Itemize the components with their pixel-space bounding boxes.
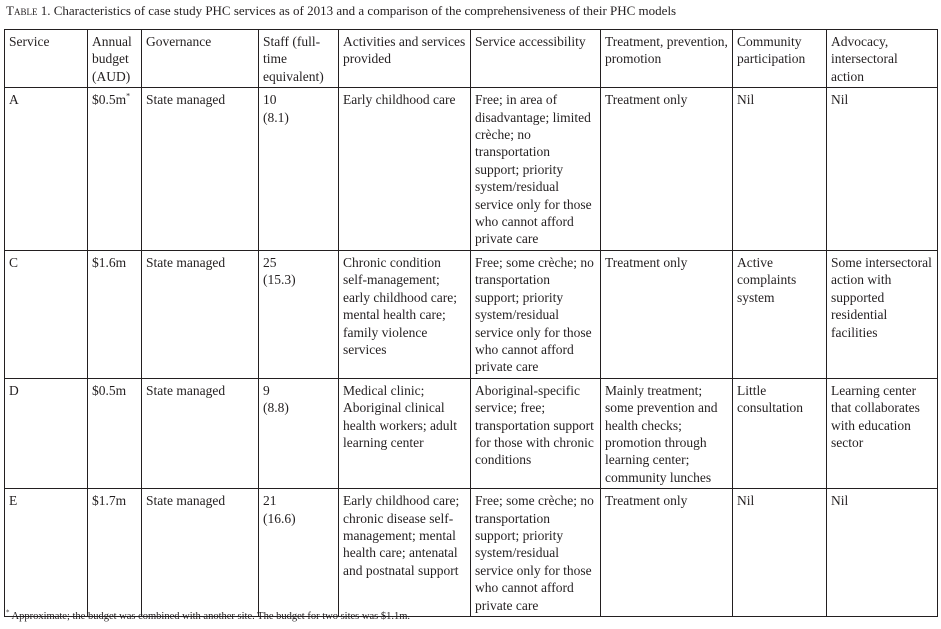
cell-advocacy: Learning center that collaborates with education sector bbox=[827, 378, 938, 488]
cell-treatment: Treatment only bbox=[601, 489, 733, 617]
table-row bbox=[5, 489, 938, 617]
table-caption bbox=[6, 2, 676, 20]
cell-community: Little consultation bbox=[733, 378, 827, 488]
header-activities: Activities and services provided bbox=[339, 30, 471, 88]
characteristics-table bbox=[4, 29, 938, 617]
cell-budget bbox=[88, 378, 142, 488]
table-row bbox=[5, 250, 938, 378]
cell-activities: Early childhood care bbox=[339, 88, 471, 251]
cell-service: E bbox=[5, 489, 88, 617]
header-annual-budget: Annual budget (AUD) bbox=[88, 30, 142, 88]
table-header-row bbox=[5, 30, 938, 88]
cell-community: Active complaints system bbox=[733, 250, 827, 378]
header-advocacy: Advocacy, intersectoral action bbox=[827, 30, 938, 88]
cell-governance: State managed bbox=[142, 378, 259, 488]
cell-accessibility: Free; in area of disadvantage; limited crèche; no transportation support; priority system/residual service only for those who cannot afford private care bbox=[471, 88, 601, 251]
cell-governance: State managed bbox=[142, 489, 259, 617]
header-community-participation: Community participation bbox=[733, 30, 827, 88]
cell-service: D bbox=[5, 378, 88, 488]
cell-activities: Early childhood care; chronic disease self-management; mental health care; antenatal and postnatal support bbox=[339, 489, 471, 617]
header-service-accessibility: Service accessibility bbox=[471, 30, 601, 88]
cell-community: Nil bbox=[733, 489, 827, 617]
table-row bbox=[5, 378, 938, 488]
cell-community: Nil bbox=[733, 88, 827, 251]
cell-activities: Medical clinic; Aboriginal clinical health workers; adult learning center bbox=[339, 378, 471, 488]
footnote-text: Approximate; the budget was combined with another site. The budget for two sites was $1.1m. bbox=[9, 611, 410, 622]
cell-treatment: Mainly treatment; some prevention and health checks; promotion through learning center; community lunches bbox=[601, 378, 733, 488]
cell-accessibility: Free; some crèche; no transportation support; priority system/residual service only for those who cannot afford private care bbox=[471, 250, 601, 378]
cell-staff: 21 (16.6) bbox=[259, 489, 339, 617]
budget-value: $0.5m bbox=[92, 382, 127, 398]
cell-service: A bbox=[5, 88, 88, 251]
cell-budget bbox=[88, 250, 142, 378]
budget-value: $1.6m bbox=[92, 254, 127, 270]
budget-footnote-mark: * bbox=[126, 91, 131, 101]
cell-accessibility: Aboriginal-specific service; free; transportation support for those with chronic conditions bbox=[471, 378, 601, 488]
cell-staff: 25 (15.3) bbox=[259, 250, 339, 378]
cell-governance: State managed bbox=[142, 250, 259, 378]
table-row bbox=[5, 88, 938, 251]
cell-advocacy: Nil bbox=[827, 489, 938, 617]
table-caption-label: Table 1. bbox=[6, 3, 51, 18]
cell-service: C bbox=[5, 250, 88, 378]
cell-treatment: Treatment only bbox=[601, 88, 733, 251]
cell-staff: 9 (8.8) bbox=[259, 378, 339, 488]
cell-staff: 10 (8.1) bbox=[259, 88, 339, 251]
cell-activities: Chronic condition self-management; early childhood care; mental health care; family violence services bbox=[339, 250, 471, 378]
header-governance: Governance bbox=[142, 30, 259, 88]
header-treatment-prevention-promotion: Treatment, prevention, promotion bbox=[601, 30, 733, 88]
cell-advocacy: Some intersectoral action with supported residential facilities bbox=[827, 250, 938, 378]
cell-budget bbox=[88, 489, 142, 617]
footnote-mark: * bbox=[6, 608, 10, 617]
header-staff: Staff (full-time equivalent) bbox=[259, 30, 339, 88]
cell-governance: State managed bbox=[142, 88, 259, 251]
cell-advocacy: Nil bbox=[827, 88, 938, 251]
table-footnote bbox=[6, 610, 410, 624]
cell-budget bbox=[88, 88, 142, 251]
cell-treatment: Treatment only bbox=[601, 250, 733, 378]
cell-accessibility: Free; some crèche; no transportation support; priority system/residual service only for those who cannot afford private care bbox=[471, 489, 601, 617]
budget-value: $0.5m bbox=[92, 92, 127, 108]
header-service: Service bbox=[5, 30, 88, 88]
table-caption-text: Characteristics of case study PHC services as of 2013 and a comparison of the comprehensiveness of their PHC models bbox=[53, 3, 677, 18]
budget-value: $1.7m bbox=[92, 493, 127, 509]
